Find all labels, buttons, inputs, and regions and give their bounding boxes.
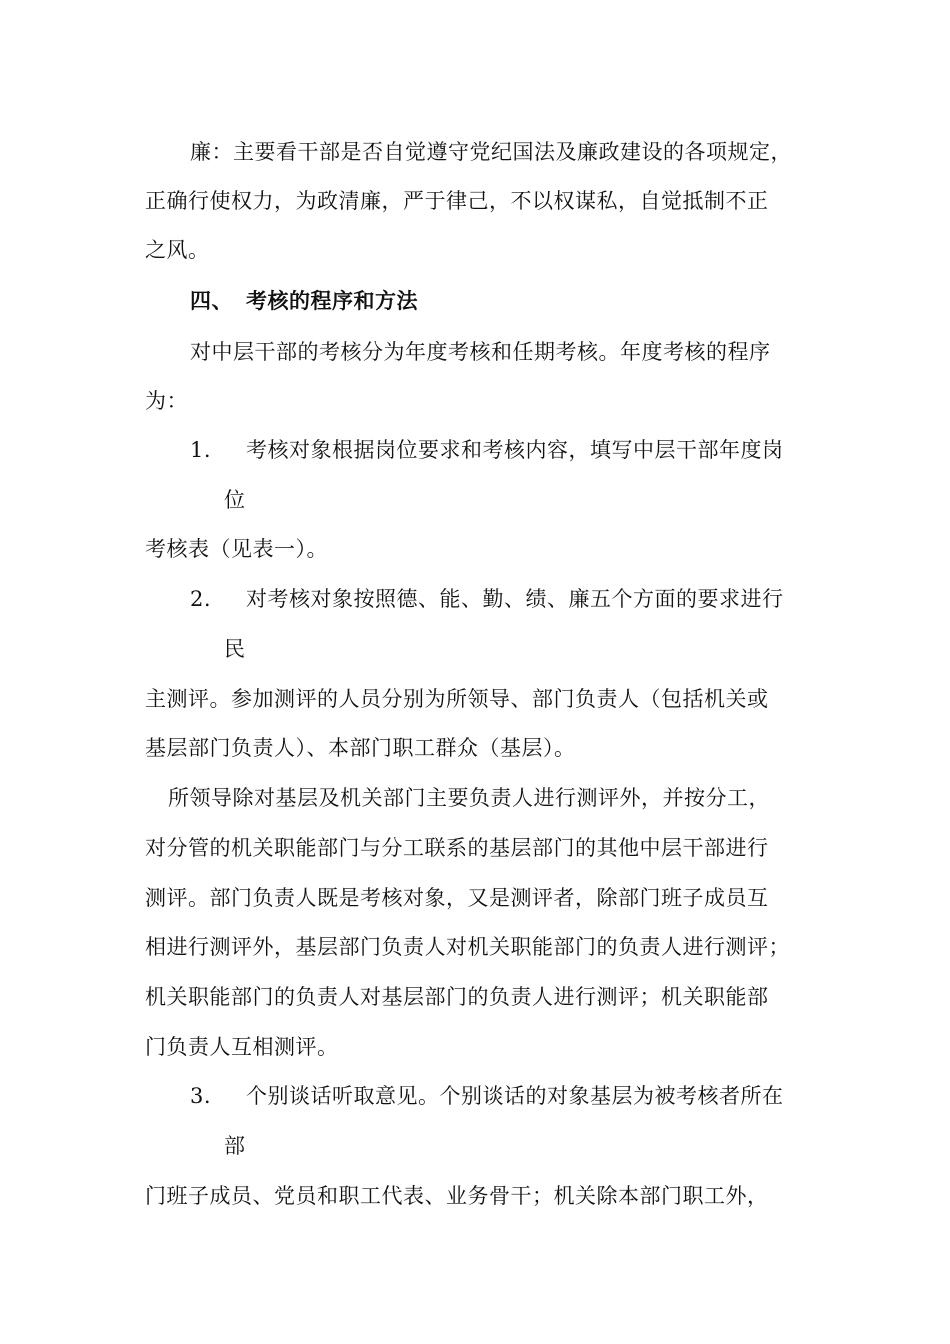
paragraph-line: 对中层干部的考核分为年度考核和任期考核。年度考核的程序 <box>190 340 771 364</box>
paragraph-line: 民 <box>224 637 246 661</box>
paragraph-line: 门负责人互相测评。 <box>145 1035 339 1059</box>
list-item <box>190 585 784 613</box>
paragraph-line: 为： <box>145 389 188 413</box>
section-number: 四、 <box>190 288 233 313</box>
paragraph-line: 机关职能部门的负责人对基层部门的负责人进行测评；机关职能部 <box>145 985 769 1009</box>
paragraph-line: 门班子成员、党员和职工代表、业务骨干；机关除本部门职工外， <box>145 1184 769 1208</box>
paragraph-line: 基层部门负责人）、本部门职工群众（基层）。 <box>145 736 576 760</box>
paragraph-line: 廉：主要看干部是否自觉遵守党纪国法及廉政建设的各项规定， <box>190 140 792 164</box>
paragraph-line: 主测评。参加测评的人员分别为所领导、部门负责人（包括机关或 <box>145 687 769 711</box>
paragraph-line: 对分管的机关职能部门与分工联系的基层部门的其他中层干部进行 <box>145 836 769 860</box>
paragraph-line: 部 <box>224 1134 246 1158</box>
list-item-text: 个别谈话听取意见。个别谈话的对象基层为被考核者所在 <box>246 1084 784 1108</box>
section-heading <box>190 287 418 315</box>
paragraph-line: 所领导除对基层及机关部门主要负责人进行测评外，并按分工， <box>168 786 770 810</box>
paragraph-line: 位 <box>224 488 246 512</box>
list-item-number: 2. <box>190 587 212 611</box>
paragraph-line: 之风。 <box>145 238 210 262</box>
section-title: 考核的程序和方法 <box>246 288 418 313</box>
list-item-text: 考核对象根据岗位要求和考核内容，填写中层干部年度岗 <box>246 438 784 462</box>
paragraph-line: 相进行测评外，基层部门负责人对机关职能部门的负责人进行测评； <box>145 935 790 959</box>
list-item-number: 1. <box>190 438 212 462</box>
paragraph-line: 考核表（见表一）。 <box>145 537 328 561</box>
paragraph-line: 正确行使权力，为政清廉，严于律己，不以权谋私，自觉抵制不正 <box>145 189 769 213</box>
list-item <box>190 1082 784 1110</box>
list-item-number: 3. <box>190 1084 212 1108</box>
list-item-text: 对考核对象按照德、能、勤、绩、廉五个方面的要求进行 <box>246 587 784 611</box>
paragraph-line: 测评。部门负责人既是考核对象，又是测评者，除部门班子成员互 <box>145 886 769 910</box>
list-item <box>190 436 784 464</box>
